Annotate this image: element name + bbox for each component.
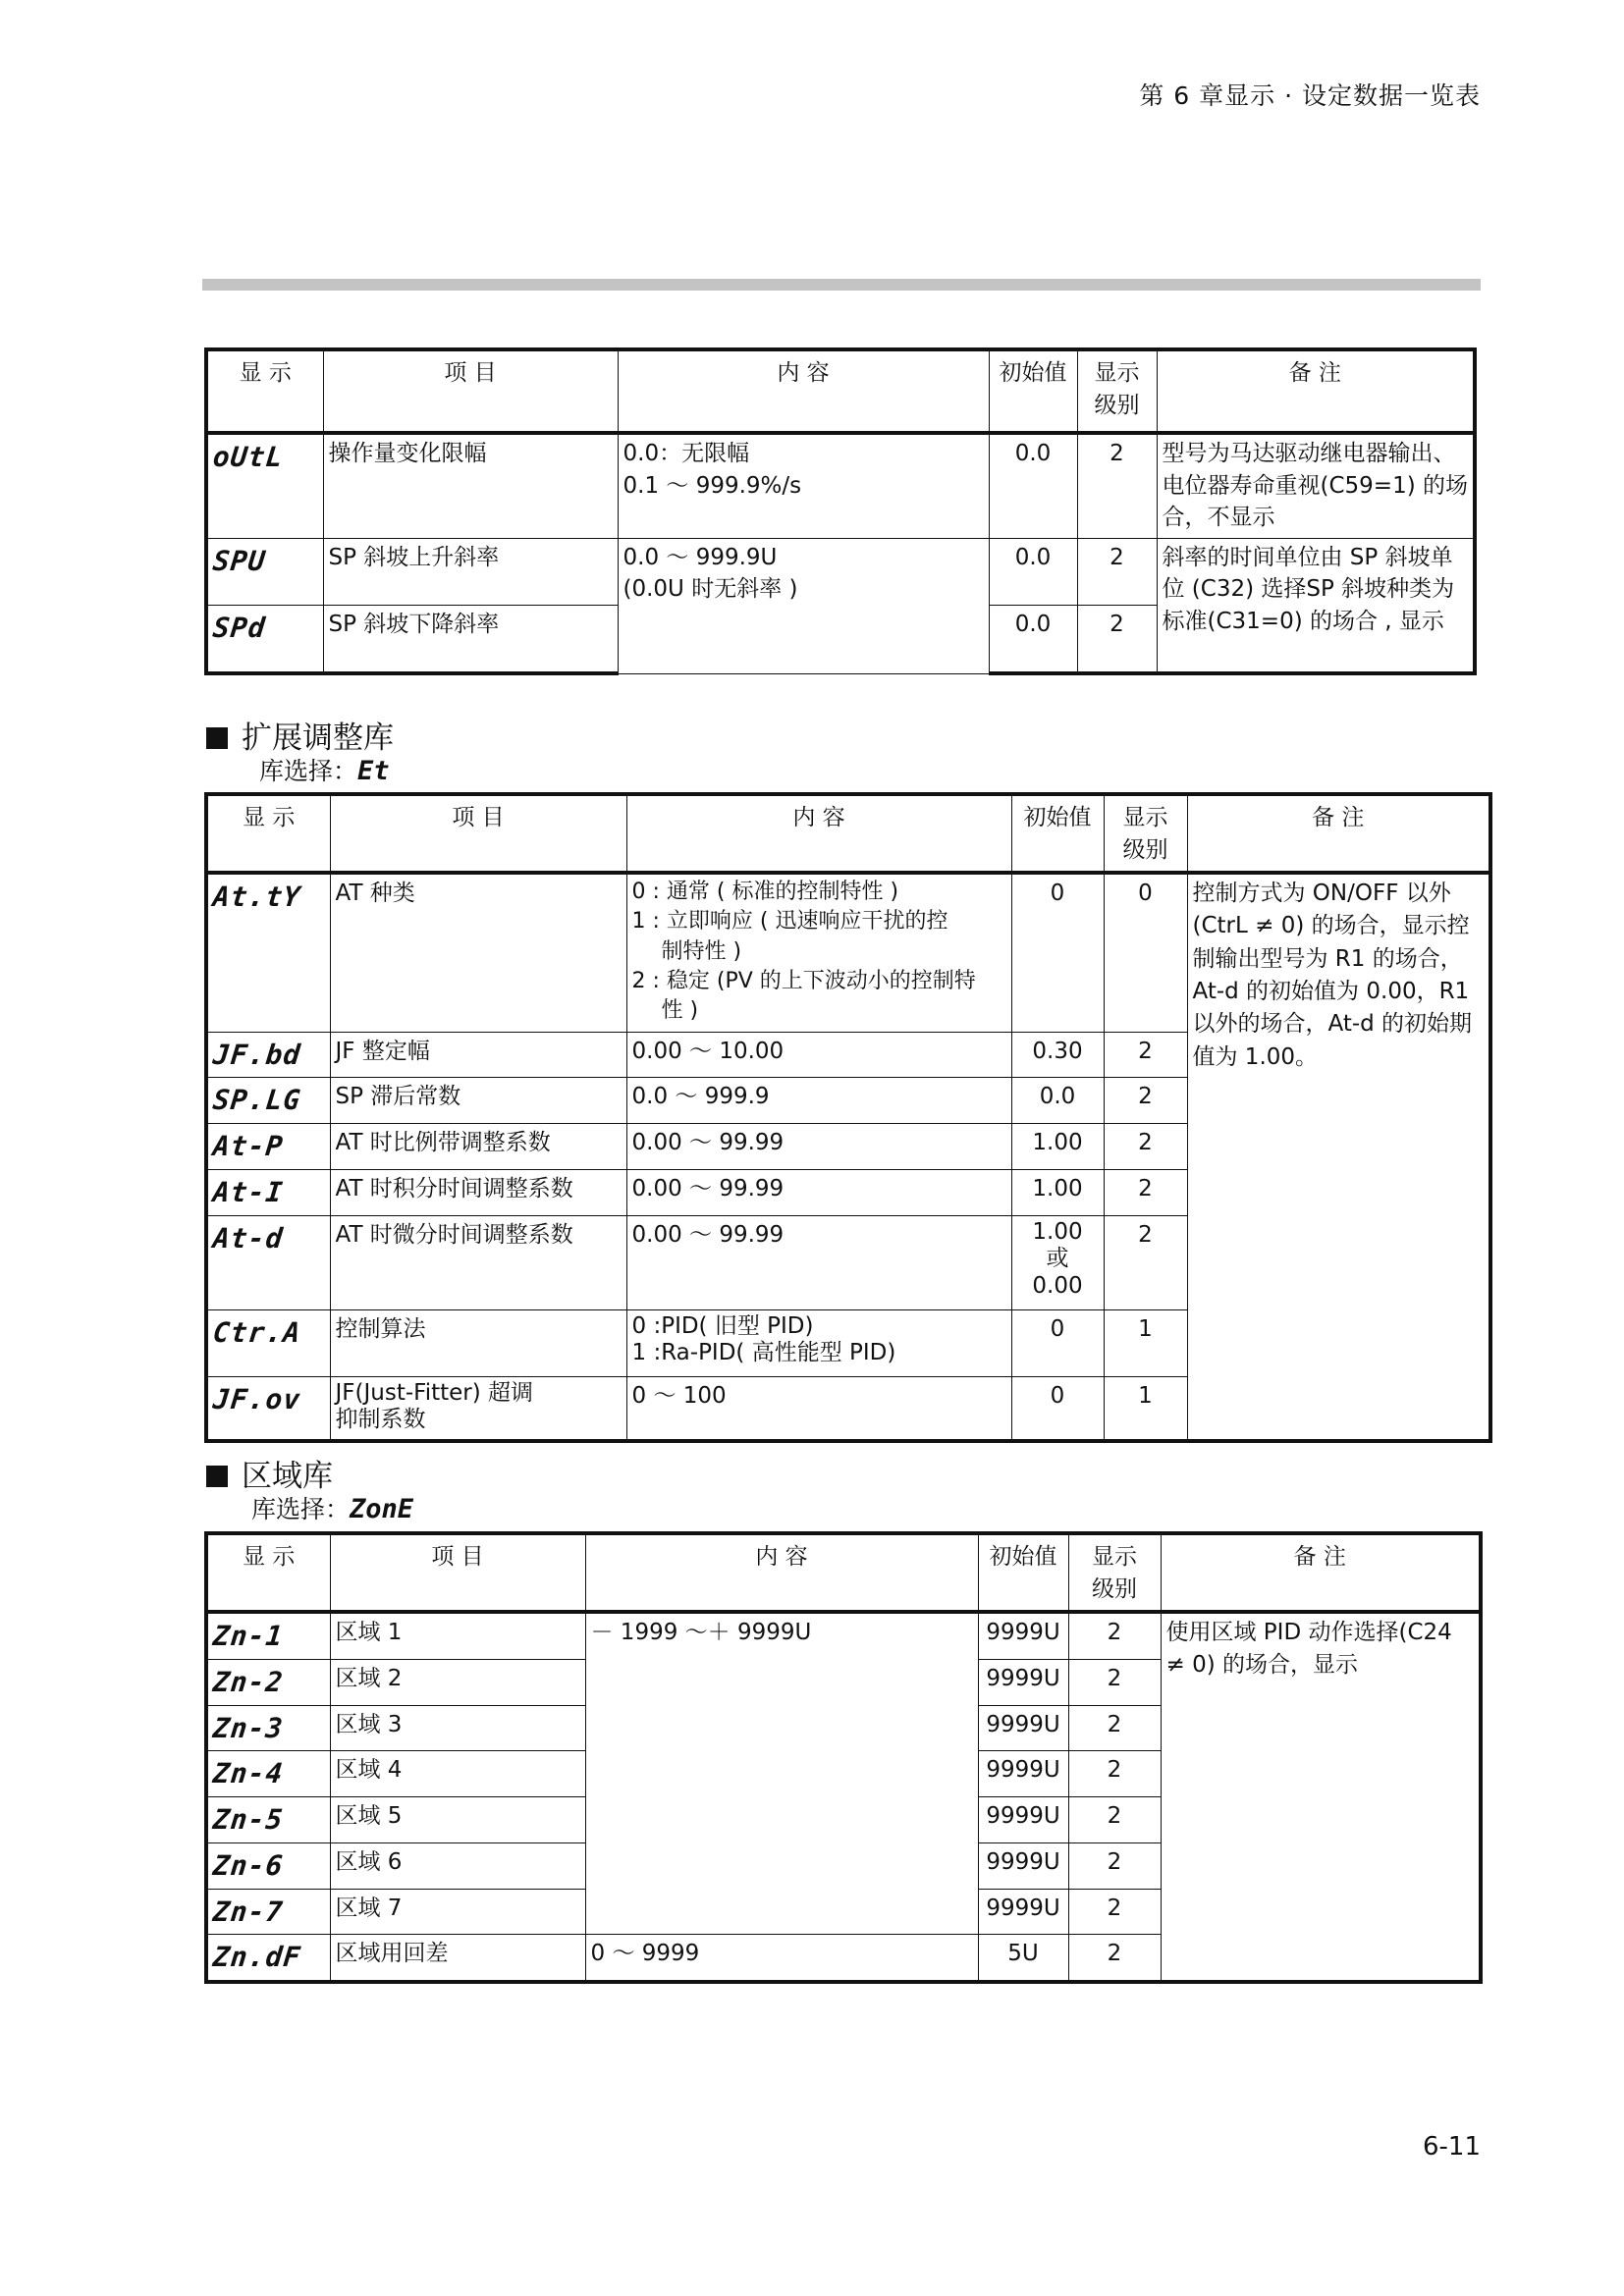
table-row [206, 1612, 1481, 1659]
header-content: 内 容 [618, 349, 989, 433]
display-code: At-d [206, 1215, 330, 1309]
item-name: AT 种类 [330, 873, 626, 1032]
display-level: 2 [1077, 605, 1157, 673]
content-cell: 0.00 ～ 99.99 [626, 1169, 1011, 1215]
header-level: 显示 级别 [1068, 1533, 1161, 1612]
item-name: 区域 6 [330, 1842, 585, 1889]
display-code: oUtL [206, 433, 323, 538]
display-code: SP.LG [206, 1078, 330, 1124]
header-level: 显示 级别 [1077, 349, 1157, 433]
item-name: SP 滞后常数 [330, 1078, 626, 1124]
display-level: 2 [1068, 1797, 1161, 1843]
item-name: SP 斜坡下降斜率 [323, 605, 618, 673]
content-cell: 0.00 ～ 99.99 [626, 1124, 1011, 1170]
content-cell: 0 ～ 9999 [585, 1935, 978, 1982]
display-code: Zn-6 [206, 1842, 330, 1889]
display-level: 2 [1068, 1751, 1161, 1797]
item-name: 区域 1 [330, 1612, 585, 1659]
header-initial: 初始值 [989, 349, 1077, 433]
display-code: Zn-1 [206, 1612, 330, 1659]
display-code: Zn-2 [206, 1659, 330, 1705]
initial-value: 9999U [978, 1612, 1068, 1659]
item-name: 控制算法 [330, 1309, 626, 1376]
header-display: 显 示 [206, 794, 330, 873]
display-level: 2 [1077, 538, 1157, 605]
header-content: 内 容 [626, 794, 1011, 873]
display-level: 2 [1077, 433, 1157, 538]
square-bullet-icon [206, 1466, 228, 1487]
display-level: 2 [1068, 1705, 1161, 1751]
item-name: 操作量变化限幅 [323, 433, 618, 538]
display-level: 1 [1104, 1376, 1187, 1441]
display-level: 0 [1104, 873, 1187, 1032]
display-code: SPd [206, 605, 323, 673]
header-initial: 初始值 [978, 1533, 1068, 1612]
content-cell: － 1999 ～＋ 9999U [585, 1612, 978, 1935]
display-level: 2 [1068, 1842, 1161, 1889]
settings-table-zone [204, 1531, 1483, 1984]
page-number: 6-11 [1422, 2132, 1481, 2162]
initial-value: 9999U [978, 1797, 1068, 1843]
header-initial: 初始值 [1011, 794, 1104, 873]
display-code: At-I [206, 1169, 330, 1215]
item-name: AT 时比例带调整系数 [330, 1124, 626, 1170]
content-cell: 0 ～ 100 [626, 1376, 1011, 1441]
initial-value: 9999U [978, 1842, 1068, 1889]
display-level: 2 [1104, 1215, 1187, 1309]
bank-selection: 库选择：Et [259, 756, 390, 786]
initial-value: 9999U [978, 1659, 1068, 1705]
header-display: 显 示 [206, 349, 323, 433]
item-name: SP 斜坡上升斜率 [323, 538, 618, 605]
item-name: AT 时微分时间调整系数 [330, 1215, 626, 1309]
content-cell: 0.00 ～ 10.00 [626, 1032, 1011, 1078]
section-title-extended-tuning: 扩展调整库 [206, 713, 394, 757]
display-code: JF.ov [206, 1376, 330, 1441]
display-level: 2 [1068, 1889, 1161, 1935]
display-level: 2 [1104, 1078, 1187, 1124]
item-name: JF(Just-Fitter) 超调 抑制系数 [330, 1376, 626, 1441]
initial-value: 9999U [978, 1751, 1068, 1797]
square-bullet-icon [206, 727, 228, 749]
top-rule [202, 279, 1481, 291]
display-level: 2 [1104, 1169, 1187, 1215]
display-code: Zn.dF [206, 1935, 330, 1982]
remarks-cell: 型号为马达驱动继电器输出、电位器寿命重视(C59=1) 的场合，不显示 [1157, 433, 1475, 538]
initial-value: 0 [1011, 873, 1104, 1032]
remarks-cell: 斜率的时间单位由 SP 斜坡单位 (C32) 选择SP 斜坡种类为标准(C31=0) 的场合 , 显示 [1157, 538, 1475, 673]
content-cell: 0.0：无限幅 0.1 ～ 999.9%/s [618, 433, 989, 538]
table-row [206, 873, 1490, 1032]
content-cell: 0 : 通常 ( 标准的控制特性 ) 1 : 立即响应 ( 迅速响应干扰的控 制特性 ) 2 : 稳定 (PV 的上下波动小的控制特 性 ) [626, 873, 1011, 1032]
initial-value: 0.0 [989, 538, 1077, 605]
header-remarks: 备 注 [1157, 349, 1475, 433]
item-name: 区域 7 [330, 1889, 585, 1935]
initial-value: 5U [978, 1935, 1068, 1982]
display-code: Zn-4 [206, 1751, 330, 1797]
header-level: 显示 级别 [1104, 794, 1187, 873]
initial-value: 0.0 [1011, 1078, 1104, 1124]
initial-value: 0 [1011, 1376, 1104, 1441]
content-cell: 0.0 ～ 999.9U (0.0U 时无斜率 ) [618, 538, 989, 673]
initial-value: 1.00 或 0.00 [1011, 1215, 1104, 1309]
item-name: 区域用回差 [330, 1935, 585, 1982]
display-level: 1 [1104, 1309, 1187, 1376]
header-item: 项 目 [330, 794, 626, 873]
content-cell: 0.0 ～ 999.9 [626, 1078, 1011, 1124]
display-code: At-P [206, 1124, 330, 1170]
header-remarks: 备 注 [1161, 1533, 1481, 1612]
initial-value: 0.30 [1011, 1032, 1104, 1078]
initial-value: 0.0 [989, 605, 1077, 673]
display-level: 2 [1104, 1032, 1187, 1078]
initial-value: 1.00 [1011, 1124, 1104, 1170]
header-remarks: 备 注 [1187, 794, 1490, 873]
remarks-cell: 控制方式为 ON/OFF 以外(CtrL ≠ 0) 的场合，显示控制输出型号为 R1 的场合，At-d 的初始值为 0.00，R1 以外的场合，At-d 的初始期值为 1.00。 [1187, 873, 1490, 1441]
initial-value: 0 [1011, 1309, 1104, 1376]
table-row [206, 538, 1475, 605]
initial-value: 9999U [978, 1705, 1068, 1751]
settings-table-1 [204, 347, 1477, 675]
display-code: Ctr.A [206, 1309, 330, 1376]
display-level: 2 [1104, 1124, 1187, 1170]
display-level: 2 [1068, 1659, 1161, 1705]
section-title-zone-bank: 区域库 [206, 1451, 333, 1495]
table-row [206, 433, 1475, 538]
display-code: JF.bd [206, 1032, 330, 1078]
bank-selection: 库选择：ZonE [251, 1494, 414, 1524]
display-code: Zn-7 [206, 1889, 330, 1935]
item-name: 区域 4 [330, 1751, 585, 1797]
remarks-cell: 使用区域 PID 动作选择(C24 ≠ 0) 的场合，显示 [1161, 1612, 1481, 1982]
display-code: Zn-5 [206, 1797, 330, 1843]
content-cell: 0 :PID( 旧型 PID) 1 :Ra-PID( 高性能型 PID) [626, 1309, 1011, 1376]
initial-value: 1.00 [1011, 1169, 1104, 1215]
content-cell: 0.00 ～ 99.99 [626, 1215, 1011, 1309]
display-level: 2 [1068, 1612, 1161, 1659]
header-item: 项 目 [330, 1533, 585, 1612]
chapter-header: 第 6 章显示 · 设定数据一览表 [1139, 81, 1481, 110]
item-name: 区域 5 [330, 1797, 585, 1843]
header-content: 内 容 [585, 1533, 978, 1612]
settings-table-extended-tuning [204, 792, 1492, 1443]
item-name: 区域 3 [330, 1705, 585, 1751]
display-code: SPU [206, 538, 323, 605]
display-level: 2 [1068, 1935, 1161, 1982]
display-code: At.tY [206, 873, 330, 1032]
header-item: 项 目 [323, 349, 618, 433]
item-name: 区域 2 [330, 1659, 585, 1705]
item-name: JF 整定幅 [330, 1032, 626, 1078]
initial-value: 0.0 [989, 433, 1077, 538]
display-code: Zn-3 [206, 1705, 330, 1751]
initial-value: 9999U [978, 1889, 1068, 1935]
header-display: 显 示 [206, 1533, 330, 1612]
item-name: AT 时积分时间调整系数 [330, 1169, 626, 1215]
